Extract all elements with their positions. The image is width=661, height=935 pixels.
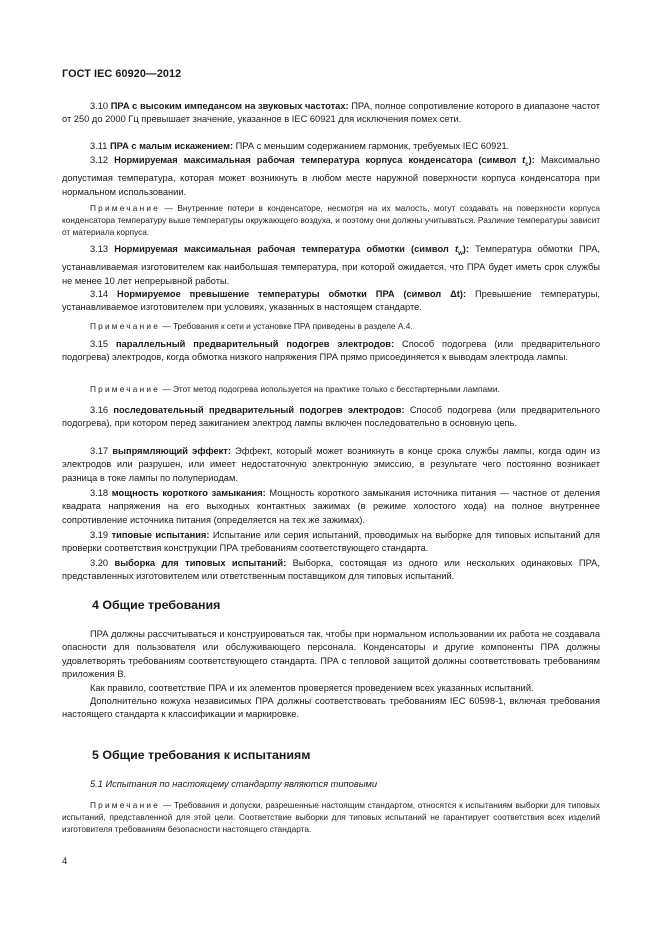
section-4-title: 4 Общие требования bbox=[92, 598, 221, 612]
note-3: Примечание — Этот метод подогрева используется на практике только с бесстартерными лампами. bbox=[90, 384, 500, 394]
clause-3-20: 3.20 выборка для типовых испытаний: Выборка, состоящая из одного или нескольких одинаковых ПРА, представленных изготовителем или ответственным поставщиком для типовых испытаний. bbox=[62, 558, 600, 582]
clause-3-19: 3.19 типовые испытания: Испытание или серия испытаний, проводимых на выборке для типовых испытаний для проверки соответствия конструкции ПРА требованиям соответствующего стандарта. bbox=[62, 530, 600, 554]
clause-3-16: 3.16 последовательный предварительный подогрев электродов: Способ подогрева (или предварительного подогрева), при котором перед зажиганием электрод лампы включен последовательно в основную цепь. bbox=[62, 405, 600, 429]
clause-3-12: 3.12 Нормируемая максимальная рабочая температура корпуса конденсатора (символ $t_c$): Максимально допустимая температура, которая может возникнуть в любом месте наружной поверхности корпуса конденсатора при нормальном использовании. bbox=[62, 155, 600, 197]
page-number: 4 bbox=[62, 856, 68, 867]
note-5-1: Примечание — Требования и допуски, разрешенные настоящим стандартом, относятся к испытаниям выборки для типовых испытаний, представленной для этой цели. Соответствие выборки для типовых испытаний не гарантирует соответствия всех изделий изготовителя требованиям безопасности настоящего стандарта. bbox=[62, 800, 600, 835]
section-4-body: ПРА должны рассчитываться и конструироваться так, чтобы при нормальном использовании их работа не создавала опасности для пользователя или обслуживающего персонала. Конденсаторы и другие компоненты ПРА должны удовлетворять требованиям соответствующего стандарта. ПРА с тепловой защитой должны соответствовать требованиям приложения В. Как правило, соответствие ПРА и их элементов проверяется проведением всех указанных испытаний. Дополнительно кожуха независимых ПРА должны соответствовать требованиям IEC 60598-1, включая требования настоящего стандарта к классификации и маркировке. bbox=[62, 629, 600, 720]
section-5-title: 5 Общие требования к испытаниям bbox=[92, 748, 311, 762]
clause-3-14: 3.14 Нормируемое превышение температуры обмотки ПРА (символ Δt): Превышение температуры, устанавливаемое изготовителем при условиях, указанных в настоящем стандарте. bbox=[62, 289, 600, 313]
clause-3-15: 3.15 параллельный предварительный подогрев электродов: Способ подогрева (или предварительного подогрева) электродов, когда обмотка низкого напряжения ПРА прямо присоединяется к выводам электрода лампы. bbox=[62, 339, 600, 363]
clause-3-18: 3.18 мощность короткого замыкания: Мощность короткого замыкания источника питания — частное от деления квадрата напряжения на его выходных контактных зажимах (в режиме холостого хода) на полное внутреннее сопротивление источника питания (определяется на тех же зажимах). bbox=[62, 488, 600, 525]
clause-3-17: 3.17 выпрямляющий эффект: Эффект, который может возникнуть в конце срока службы лампы, когда один из электродов или разрушен, или имеет недостаточную электронную эмиссию, в результате чего постоянно возникает разница в токе лампы по полупериодам. bbox=[62, 446, 600, 483]
clause-3-10: 3.10 ПРА с высоким импедансом на звуковых частотах: ПРА, полное сопротивление которого в диапазоне частот от 250 до 2000 Гц превышает значение, указанное в IEC 60921 для исключения помех сети. bbox=[62, 101, 600, 125]
note-2: Примечание — Требования к сети и установке ПРА приведены в разделе А.4. bbox=[90, 321, 413, 331]
document-header: ГОСТ IEC 60920—2012 bbox=[62, 68, 182, 80]
note-1: Примечание — Внутренние потери в конденсаторе, несмотря на их малость, могут создавать на поверхности корпуса конденсатора температуру выше температуры окружающего воздуха, и поэтому они должны учитываться. Различие температуры зависит от материала корпуса. bbox=[62, 203, 600, 238]
clause-3-11: 3.11 ПРА с малым искажением: ПРА с меньшим содержанием гармоник, требуемых IEC 60921. bbox=[90, 141, 510, 151]
clause-3-13: 3.13 Нормируемая максимальная рабочая температура обмотки (символ $t_w$): Температура обмотки ПРА, устанавливаемая изготовителем как наибольшая температура, при которой ожидается, что ПРА будет иметь срок службы не менее 10 лет непрерывной работы. bbox=[62, 244, 600, 286]
clause-5-1: 5.1 Испытания по настоящему стандарту являются типовыми bbox=[90, 779, 378, 789]
